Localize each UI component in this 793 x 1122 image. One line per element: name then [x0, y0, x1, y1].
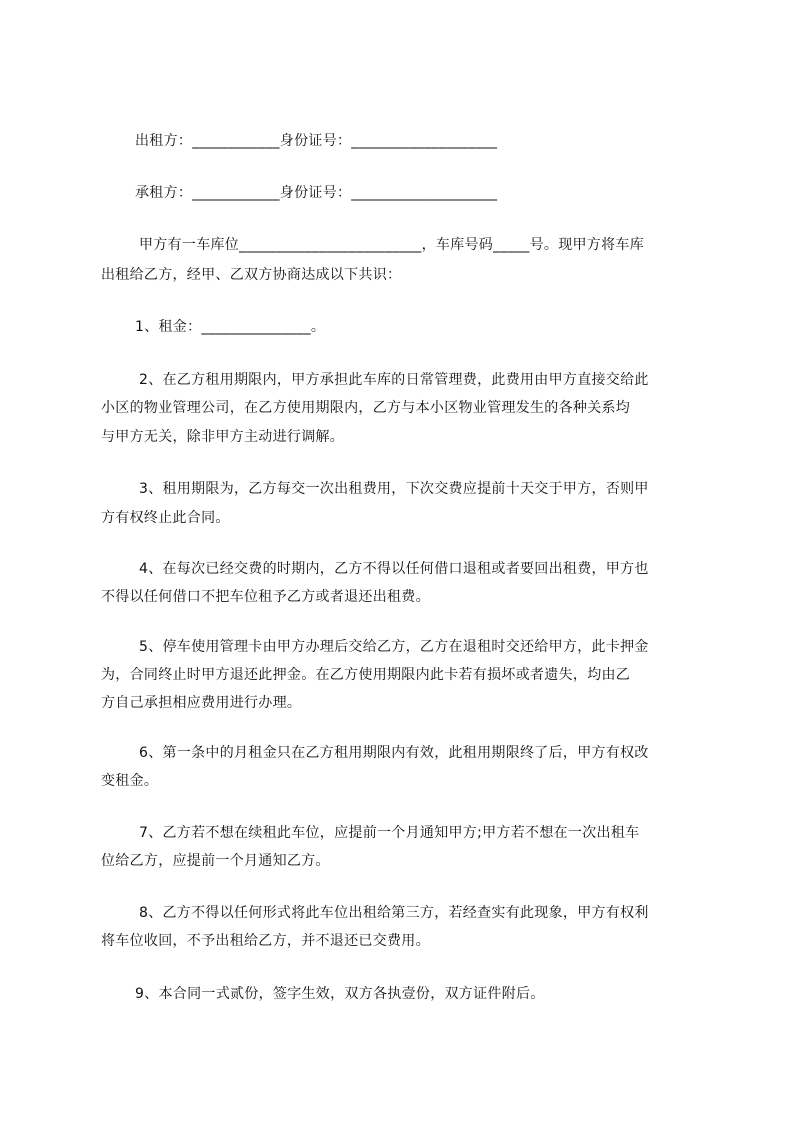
clause-2-line: 小区的物业管理公司，在乙方使用期限内，乙方与本小区物业管理发生的各种关系均 — [101, 400, 631, 416]
lessee-line: 承租方：____________身份证号：____________________ — [135, 185, 498, 201]
preamble-line: 甲方有一车库位_________________________，车库号码_____号。现甲方将车库 — [139, 237, 644, 253]
clause-7-line: 位给乙方，应提前一个月通知乙方。 — [101, 853, 330, 869]
clause-8-line: 8、乙方不得以任何形式将此车位出租给第三方，若经查实有此现象，甲方有权利 — [139, 905, 649, 921]
clause-2-line: 2、在乙方租用期限内，甲方承担此车库的日常管理费，此费用由甲方直接交给此 — [139, 372, 649, 388]
clause-9-line: 9、本合同一式贰份，签字生效，双方各执壹份，双方证件附后。 — [135, 986, 545, 1002]
clause-2-line: 与甲方无关，除非甲方主动进行调解。 — [101, 429, 345, 445]
clause-6-line: 变租金。 — [101, 773, 159, 789]
clause-3-line: 3、租用期限为，乙方每交一次出租费用，下次交费应提前十天交于甲方，否则甲 — [139, 481, 649, 497]
preamble-line: 出租给乙方，经甲、乙双方协商达成以下共识： — [101, 267, 402, 283]
lessor-line: 出租方：____________身份证号：____________________ — [135, 133, 498, 149]
clause-4-line: 4、在每次已经交费的时期内，乙方不得以任何借口退租或者要回出租费，甲方也 — [139, 561, 649, 577]
clause-5-line: 方自己承担相应费用进行办理。 — [101, 695, 302, 711]
clause-3-line: 方有权终止此合同。 — [101, 510, 230, 526]
clause-7-line: 7、乙方若不想在续租此车位，应提前一个月通知甲方;甲方若不想在一次出租车 — [139, 825, 640, 841]
clause-4-line: 不得以任何借口不把车位租予乙方或者退还出租费。 — [101, 589, 430, 605]
clause-1-line: 1、租金：_______________。 — [135, 319, 326, 335]
clause-5-line: 5、停车使用管理卡由甲方办理后交给乙方，乙方在退租时交还给甲方，此卡押金 — [139, 639, 649, 655]
clause-8-line: 将车位收回，不予出租给乙方，并不退还已交费用。 — [101, 933, 430, 949]
clause-5-line: 为，合同终止时甲方退还此押金。在乙方使用期限内此卡若有损坏或者遗失，均由乙 — [101, 667, 631, 683]
clause-6-line: 6、第一条中的月租金只在乙方租用期限内有效，此租用期限终了后，甲方有权改 — [139, 745, 649, 761]
